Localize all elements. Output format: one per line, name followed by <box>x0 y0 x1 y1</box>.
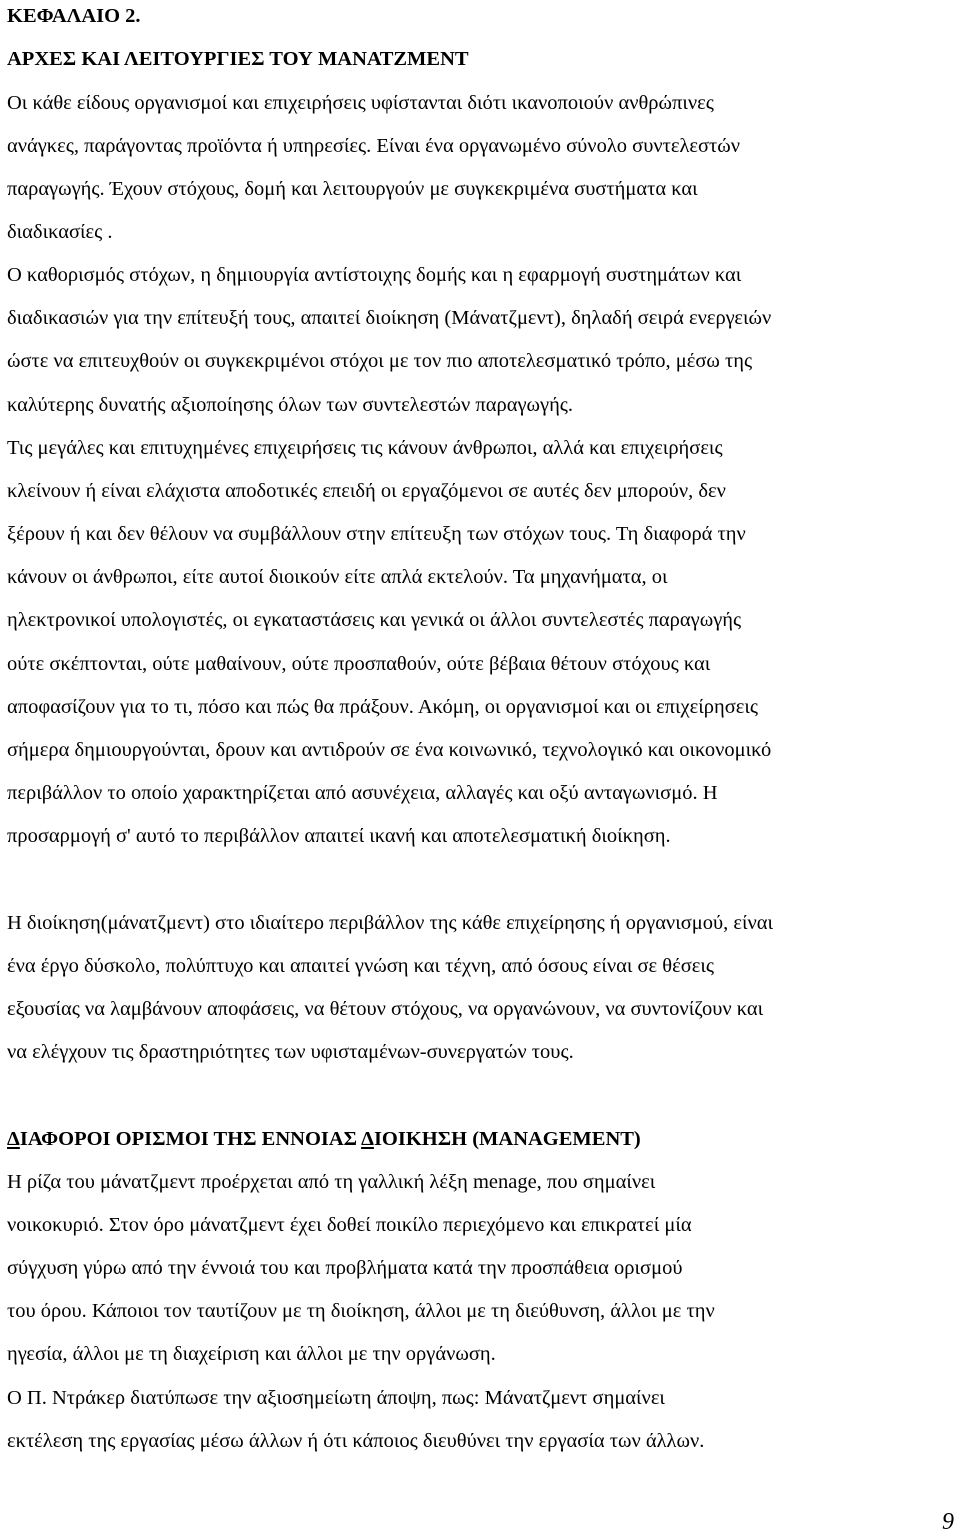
paragraph-line: Τις μεγάλες και επιτυχημένες επιχειρήσεις τις κάνουν άνθρωποι, αλλά και επιχειρήσεις <box>7 437 723 459</box>
section-heading <box>7 1126 641 1152</box>
page-number: 9 <box>942 1509 954 1535</box>
paragraph-line: του όρου. Κάποιοι τον ταυτίζουν με τη διοίκηση, άλλοι με τη διεύθυνση, άλλοι με την <box>7 1300 715 1322</box>
paragraph-line: κλείνουν ή είναι ελάχιστα αποδοτικές επειδή οι εργαζόμενοι σε αυτές δεν μπορούν, δεν <box>7 480 726 502</box>
paragraph-line: κάνουν οι άνθρωποι, είτε αυτοί διοικούν είτε απλά εκτελούν. Τα μηχανήματα, οι <box>7 566 668 588</box>
paragraph-line: ξέρουν ή και δεν θέλουν να συμβάλλουν στην επίτευξη των στόχων τους. Τη διαφορά την <box>7 523 746 545</box>
paragraph-line: σύγχυση γύρω από την έννοιά του και προβλήματα κατά την προσπάθεια ορισμού <box>7 1257 683 1279</box>
paragraph-line: να ελέγχουν τις δραστηριότητες των υφισταμένων-συνεργατών τους. <box>7 1041 574 1063</box>
section-heading-part: ΙΑΦΟΡΟΙ ΟΡΙΣΜΟΙ ΤΗΣ ΕΝΝΟΙΑΣ <box>19 1128 362 1150</box>
paragraph-line: Η ρίζα του μάνατζμεντ προέρχεται από τη γαλλική λέξη menage, που σημαίνει <box>7 1171 656 1193</box>
paragraph-line: ώστε να επιτευχθούν οι συγκεκριμένοι στόχοι με τον πιο αποτελεσματικό τρόπο, μέσω της <box>7 350 753 372</box>
chapter-title: ΑΡΧΕΣ ΚΑΙ ΛΕΙΤΟΥΡΓΙΕΣ ΤΟΥ ΜΑΝΑΤΖΜΕΝΤ <box>7 48 469 70</box>
intro-line: παραγωγής. Έχουν στόχους, δομή και λειτουργούν με συγκεκριμένα συστήματα και <box>7 178 698 200</box>
paragraph-line: Ο καθορισμός στόχων, η δημιουργία αντίστοιχης δομής και η εφαρμογή συστημάτων και <box>7 264 742 286</box>
chapter-label: ΚΕΦΑΛΑΙΟ 2. <box>7 5 141 27</box>
intro-line: Οι κάθε είδους οργανισμοί και επιχειρήσεις υφίστανται διότι ικανοποιούν ανθρώπινες <box>7 92 714 114</box>
paragraph-line: ηλεκτρονικοί υπολογιστές, οι εγκαταστάσεις και γενικά οι άλλοι συντελεστές παραγωγής <box>7 609 742 631</box>
paragraph-line: σήμερα δημιουργούνται, δρουν και αντιδρούν σε ένα κοινωνικό, τεχνολογικό και οικονομικό <box>7 739 772 761</box>
paragraph-line: Η διοίκηση(μάνατζμεντ) στο ιδιαίτερο περιβάλλον της κάθε επιχείρησης ή οργανισμού, είναι <box>7 912 774 934</box>
paragraph-line: περιβάλλον το οποίο χαρακτηρίζεται από ασυνέχεια, αλλαγές και οξύ ανταγωνισμό. Η <box>7 782 718 804</box>
paragraph-line: διαδικασιών για την επίτευξή τους, απαιτεί διοίκηση (Μάνατζμεντ), δηλαδή σειρά ενεργειών <box>7 307 772 329</box>
paragraph-line: νοικοκυριό. Στον όρο μάνατζμεντ έχει δοθεί ποικίλο περιεχόμενο και επικρατεί μία <box>7 1214 692 1236</box>
section-heading-initial: Δ <box>361 1128 374 1150</box>
paragraph-line: εξουσίας να λαμβάνουν αποφάσεις, να θέτουν στόχους, να οργανώνουν, να συντονίζουν και <box>7 998 764 1020</box>
section-heading-initial: Δ <box>7 1128 20 1150</box>
paragraph-line: Ο Π. Ντράκερ διατύπωσε την αξιοσημείωτη άποψη, πως: Μάνατζμεντ σημαίνει <box>7 1387 665 1409</box>
paragraph-line: αποφασίζουν για το τι, πόσο και πώς θα πράξουν. Ακόμη, οι οργανισμοί και οι επιχείρησεις <box>7 696 759 718</box>
intro-line: διαδικασίες . <box>7 221 113 243</box>
paragraph-line: ηγεσία, άλλοι με τη διαχείριση και άλλοι με την οργάνωση. <box>7 1343 496 1365</box>
intro-line: ανάγκες, παράγοντας προϊόντα ή υπηρεσίες. Είναι ένα οργανωμένο σύνολο συντελεστών <box>7 135 741 157</box>
paragraph-line: ένα έργο δύσκολο, πολύπτυχο και απαιτεί γνώση και τέχνη, από όσους είναι σε θέσεις <box>7 955 715 977</box>
paragraph-line: ούτε σκέπτονται, ούτε μαθαίνουν, ούτε προσπαθούν, ούτε βέβαια θέτουν στόχους και <box>7 653 711 675</box>
paragraph-line: προσαρμογή σ' αυτό το περιβάλλον απαιτεί ικανή και αποτελεσματική διοίκηση. <box>7 825 671 847</box>
paragraph-line: καλύτερης δυνατής αξιοποίησης όλων των συντελεστών παραγωγής. <box>7 394 574 416</box>
paragraph-line: εκτέλεση της εργασίας μέσω άλλων ή ότι κάποιος διευθύνει την εργασία των άλλων. <box>7 1430 705 1452</box>
section-heading-part: ΙΟΙΚΗΣΗ (MANAGEMENT) <box>373 1128 641 1150</box>
